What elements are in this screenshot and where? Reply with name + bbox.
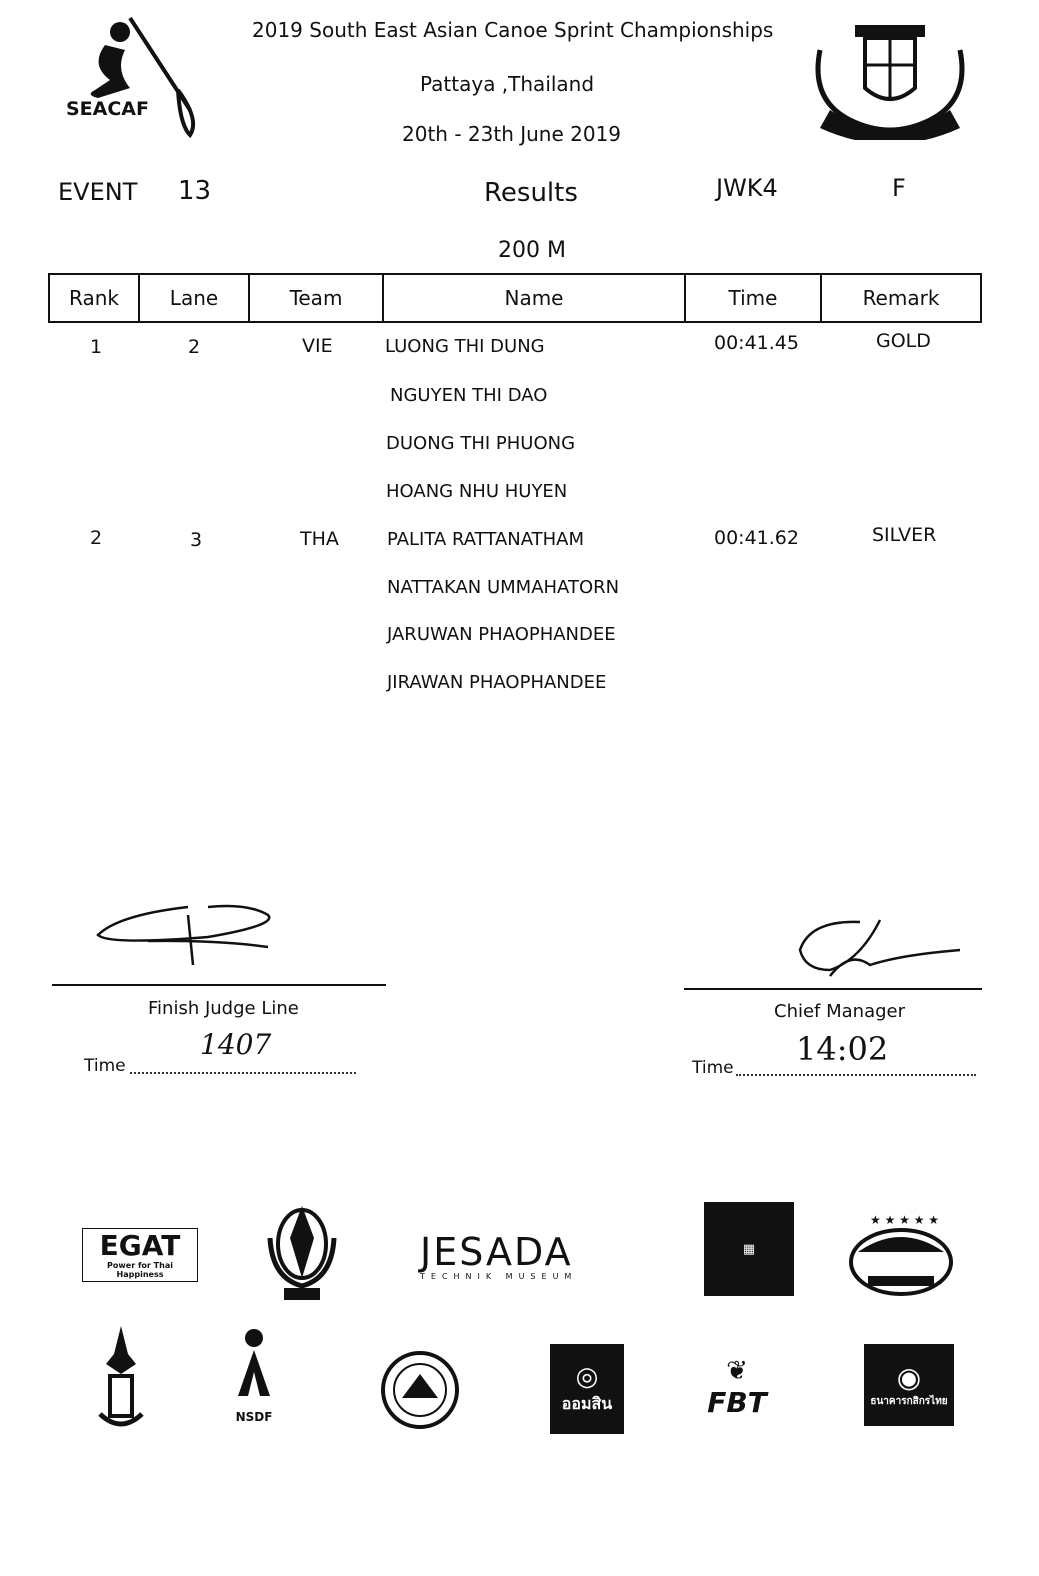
finish-judge-time-value: 1407 [200,1028,272,1061]
finish-judge-signature-line [52,984,386,986]
event-number: 13 [178,176,212,206]
row-rank: 1 [90,336,103,358]
thai-crest-logo [810,10,970,140]
athlete-name: PALITA RATTANATHAM [387,529,585,550]
athlete-name: HOANG NHU HUYEN [386,481,568,502]
nsdf-logo [218,1326,290,1432]
thai-lottery-logo: ▦ [704,1202,794,1296]
baac-logo [864,1344,954,1426]
torch-icon [218,1326,290,1406]
gsb-logo [550,1344,624,1434]
row-time: 00:41.62 [714,527,799,549]
nsdf-logo-text: NSDF [235,1410,273,1424]
jesada-logo-text: JESADA [420,1230,573,1274]
results-heading: Results [484,178,578,208]
row-rank: 2 [90,527,103,549]
gsb-logo-text: ออมสิน [561,1393,613,1413]
athlete-name: LUONG THI DUNG [385,336,545,357]
row-remark: GOLD [876,330,931,352]
baac-logo-text: ธนาคารกสิกรไทย [870,1396,948,1407]
egat-logo-text: EGAT [99,1229,181,1262]
jesada-logo-subtext: TECHNIK MUSEUM [420,1272,578,1281]
chief-manager-role: Chief Manager [774,1001,906,1022]
baac-logo-emblem: ◉ [896,1361,922,1394]
finish-judge-time-dots [130,1072,356,1074]
finish-judge-signature [88,895,288,975]
athlete-name: JIRAWAN PHAOPHANDEE [387,672,607,693]
finish-judge-role: Finish Judge Line [148,998,299,1019]
gsb-logo-emblem: ◎ [575,1361,599,1392]
championship-location: Pattaya ,Thailand [420,72,595,96]
laurel-icon: ❦ [726,1356,748,1386]
column-header-remark: Remark [821,274,981,322]
fbt-logo [700,1356,774,1419]
row-team: THA [300,528,339,550]
row-lane: 3 [190,529,203,551]
athlete-name: DUONG THI PHUONG [386,433,576,454]
egat-logo [82,1228,198,1282]
row-remark: SILVER [872,524,937,546]
chief-manager-time-dots [736,1074,976,1076]
column-header-rank: Rank [49,274,139,322]
jesada-logo [420,1232,577,1281]
finish-judge-time-label: Time [84,1056,126,1076]
event-round: F [892,174,906,202]
navy-emblem [96,1324,146,1434]
athlete-name: NGUYEN THI DAO [390,385,548,406]
event-distance: 200 M [498,238,566,263]
athlete-name: JARUWAN PHAOPHANDEE [387,624,616,645]
sports-authority-emblem [262,1198,342,1304]
column-header-lane: Lane [139,274,249,322]
championship-dates: 20th - 23th June 2019 [402,122,622,146]
row-time: 00:41.45 [714,332,799,354]
seacaf-logo [60,10,220,140]
row-lane: 2 [188,336,201,358]
event-category: JWK4 [716,174,778,202]
fbt-logo-text: FBT [707,1386,767,1419]
row-team: VIE [302,335,333,357]
column-header-time: Time [685,274,821,322]
results-table [48,273,982,323]
egat-tagline: Power for Thai Happiness [107,1261,173,1279]
crest-icon [810,10,970,140]
athlete-name: NATTAKAN UMMAHATORN [387,577,620,598]
svg-text:★ ★ ★ ★ ★: ★ ★ ★ ★ ★ [870,1213,940,1227]
chief-manager-time-value: 14:02 [796,1030,889,1068]
table-header-row [49,274,981,322]
column-header-team: Team [249,274,383,322]
canoeist-icon [60,10,220,140]
chief-manager-time-label: Time [692,1058,734,1078]
port-authority-seal [380,1350,460,1430]
column-header-name: Name [383,274,685,322]
championship-title: 2019 South East Asian Canoe Sprint Championships [252,18,774,42]
farm-oval-logo [848,1212,954,1300]
chief-manager-signature [790,910,970,990]
chief-manager-signature-line [684,988,982,990]
seacaf-logo-text: SEACAF [66,98,149,120]
event-label: EVENT [58,178,138,206]
